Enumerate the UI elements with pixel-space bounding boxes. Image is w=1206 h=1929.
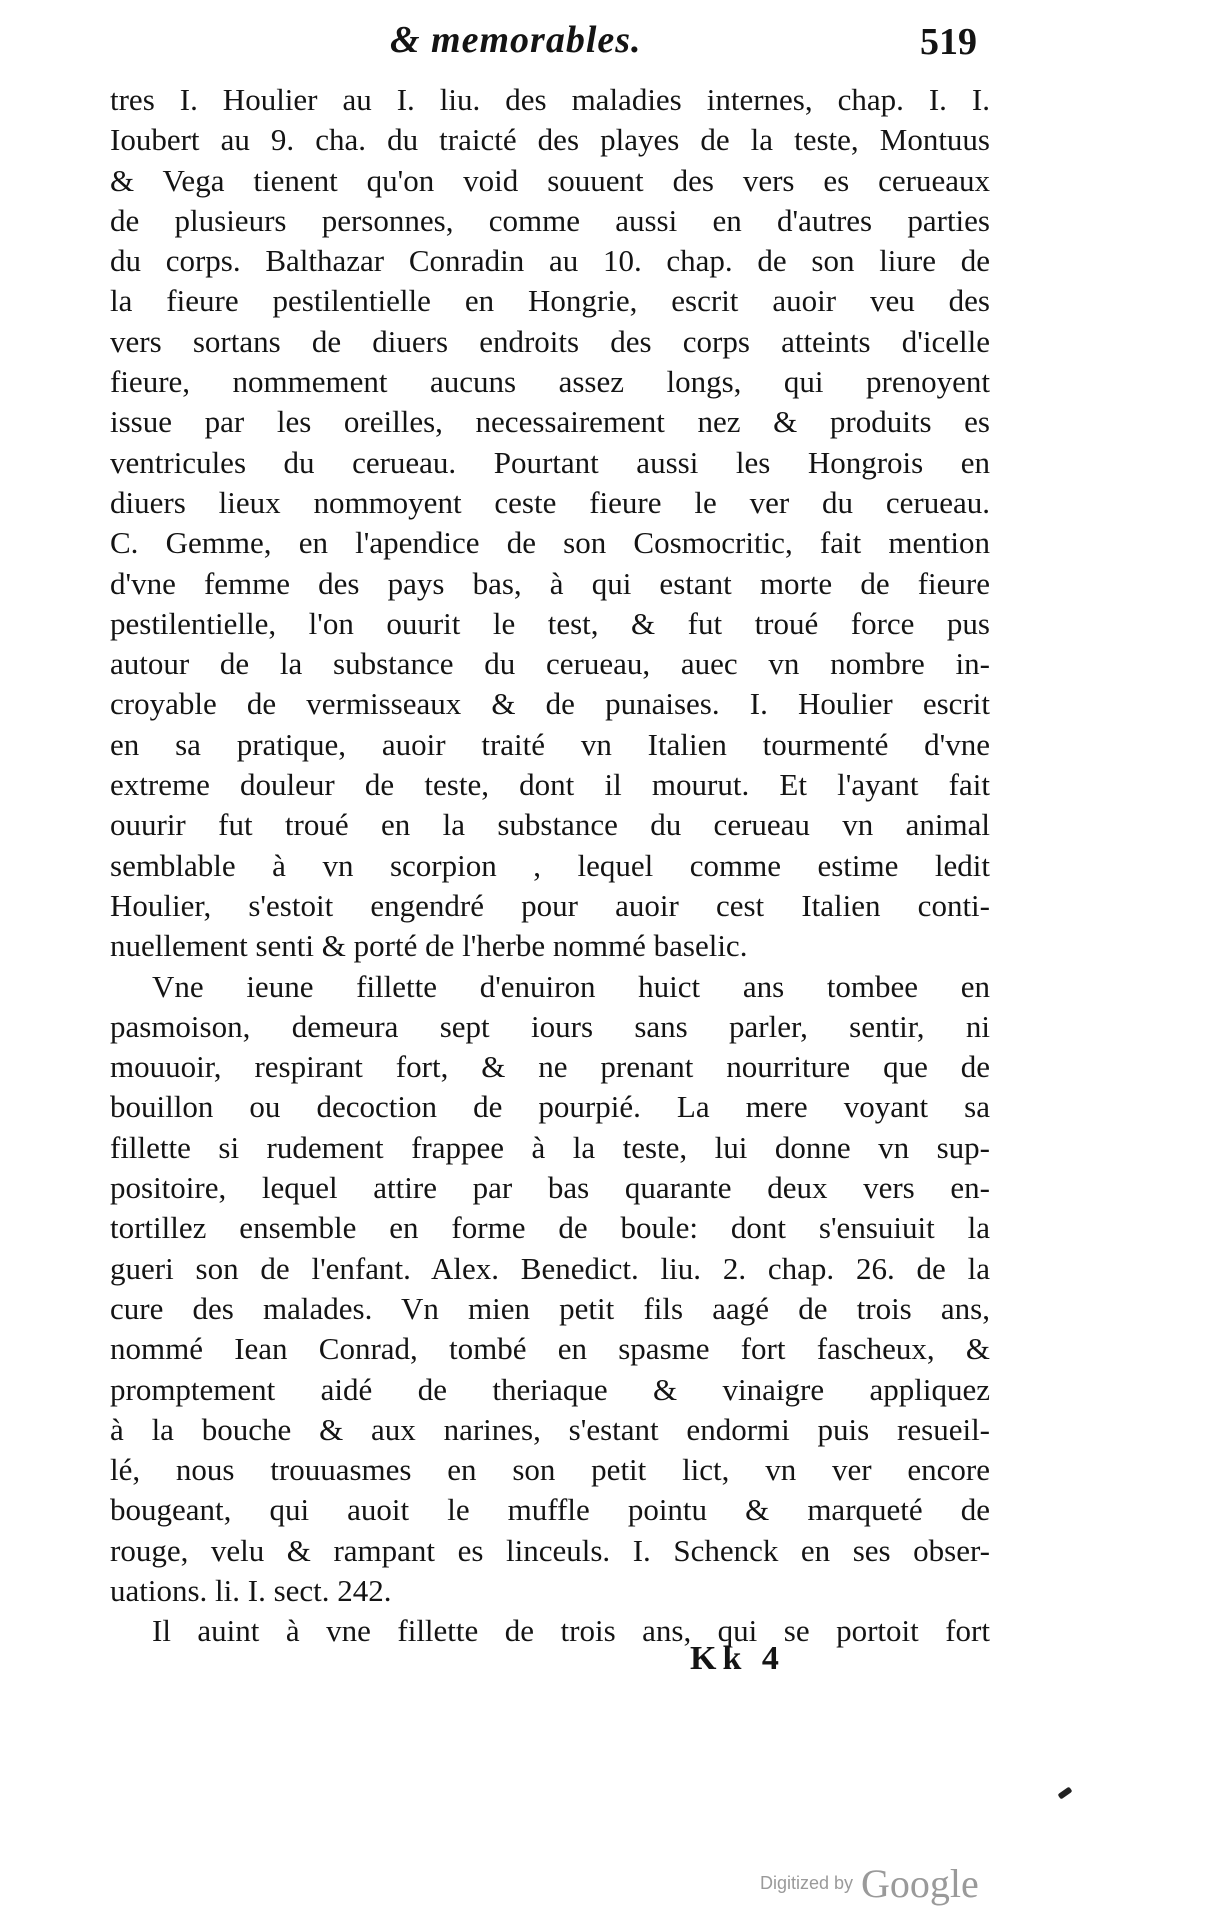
text-line-38: uations. li. I. sect. 242.: [110, 1572, 392, 1608]
text-line-17: en sa pratique, auoir traité vn Italien tourmenté d'vne: [110, 726, 990, 762]
text-line-1: tres I. Houlier au I. liu. des maladies internes, chap. I. I.: [110, 82, 990, 117]
digitization-watermark: [760, 1860, 979, 1907]
text-line-15: autour de la substance du cerueau, auec vn nombre in-: [110, 646, 990, 682]
text-line-36: bougeant, qui auoit le muffle pointu & marqueté de: [110, 1492, 990, 1528]
text-line-5: du corps. Balthazar Conradin au 10. chap. de son liure de: [110, 243, 990, 279]
page-number: 519: [920, 21, 977, 63]
text-line-26: bouillon ou decoction de pourpié. La mere voyant sa: [110, 1089, 990, 1125]
text-line-24: pasmoison, demeura sept iours sans parler, sentir, ni: [110, 1008, 990, 1044]
text-line-11: diuers lieux nommoyent ceste fieure le ver du cerueau.: [110, 484, 990, 520]
text-body: [110, 80, 990, 1652]
text-line-16: croyable de vermisseaux & de punaises. I. Houlier escrit: [110, 686, 990, 722]
text-line-31: cure des malades. Vn mien petit fils aagé de trois ans,: [110, 1290, 990, 1326]
text-line-33: promptement aidé de theriaque & vinaigre appliquez: [110, 1371, 990, 1407]
text-line-12: C. Gemme, en l'apendice de son Cosmocritic, fait mention: [110, 525, 990, 561]
text-line-32: nommé Iean Conrad, tombé en spasme fort fascheux, &: [110, 1331, 990, 1367]
text-line-3: & Vega tienent qu'on void souuent des vers es cerueaux: [110, 162, 990, 198]
text-line-25: mouuoir, respirant fort, & ne prenant nourriture que de: [110, 1049, 990, 1085]
text-line-28: positoire, lequel attire par bas quarante deux vers en-: [110, 1170, 990, 1206]
text-line-20: semblable à vn scorpion , lequel comme estime ledit: [110, 847, 990, 883]
text-line-14: pestilentielle, l'on ouurit le test, & fut troué force pus: [110, 605, 990, 641]
text-line-23: Vne ieune fillette d'enuiron huict ans tombee en: [152, 968, 990, 1004]
text-line-8: fieure, nommement aucuns assez longs, qui prenoyent: [110, 364, 990, 400]
text-line-2: Ioubert au 9. cha. du traicté des playes de la teste, Montuus: [110, 122, 990, 158]
text-line-13: d'vne femme des pays bas, à qui estant morte de fieure: [110, 565, 990, 601]
text-line-29: tortillez ensemble en forme de boule: dont s'ensuiuit la: [110, 1210, 990, 1246]
text-line-18: extreme douleur de teste, dont il mourut. Et l'ayant fait: [110, 767, 990, 803]
text-line-4: de plusieurs personnes, comme aussi en d'autres parties: [110, 202, 990, 238]
watermark-prefix: Digitized by: [760, 1873, 854, 1893]
text-line-19: ouurir fut troué en la substance du cerueau vn animal: [110, 807, 990, 843]
text-line-30: gueri son de l'enfant. Alex. Benedict. liu. 2. chap. 26. de la: [110, 1250, 990, 1286]
signature-mark: Kk 4: [690, 1640, 785, 1677]
text-line-27: fillette si rudement frappee à la teste, lui donne vn sup-: [110, 1129, 990, 1165]
watermark-brand-logo: Google: [861, 1861, 979, 1906]
text-line-39: Il auint à vne fillette de trois ans, qui se portoit fort: [152, 1613, 990, 1649]
text-line-34: à la bouche & aux narines, s'estant endormi puis resueil-: [110, 1411, 990, 1447]
text-line-21: Houlier, s'estoit engendré pour auoir cest Italien conti-: [110, 887, 990, 923]
text-line-35: lé, nous trouuasmes en son petit lict, vn ver encore: [110, 1452, 990, 1488]
text-line-7: vers sortans de diuers endroits des corps atteints d'icelle: [110, 323, 990, 359]
text-line-9: issue par les oreilles, necessairement nez & produits es: [110, 404, 990, 440]
page-header: [0, 18, 1206, 78]
ink-speck: [1058, 1787, 1073, 1800]
running-title: & memorables.: [390, 19, 642, 61]
text-line-6: la fieure pestilentielle en Hongrie, escrit auoir veu des: [110, 283, 990, 319]
text-line-10: ventricules du cerueau. Pourtant aussi les Hongrois en: [110, 444, 990, 480]
text-line-37: rouge, velu & rampant es linceuls. I. Schenck en ses obser-: [110, 1532, 990, 1568]
text-line-22: nuellement senti & porté de l'herbe nommé baselic.: [110, 928, 748, 964]
